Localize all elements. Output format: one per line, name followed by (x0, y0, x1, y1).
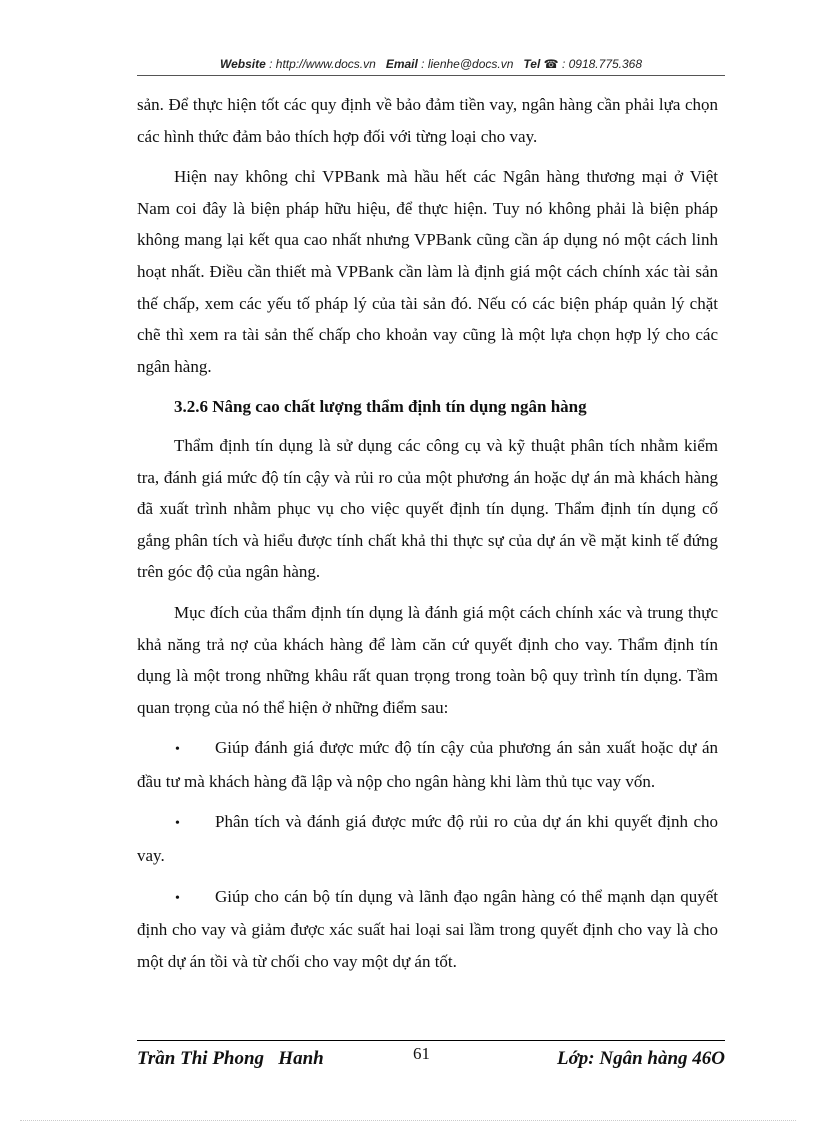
page-number: 61 (413, 1044, 430, 1063)
bullet-text-3: Giúp cho cán bộ tín dụng và lãnh đạo ngân hàng có thể mạnh dạn quyết định cho vay và giảm được xác suất hai loại sai lầm trong quyết định cho vay là cho một dự án tồi và từ chối cho vay một dự án tốt. (137, 886, 718, 971)
bullet-text-1: Giúp đánh giá được mức độ tín cậy của phương án sản xuất hoặc dự án đầu tư mà khách hàng đã lập và nộp cho ngân hàng khi làm thủ tục vay vốn. (137, 738, 718, 791)
footer-class: Lớp: Ngân hàng 46O (556, 1048, 725, 1069)
bullet-text-2: Phân tích và đánh giá được mức độ rủi ro của dự án khi quyết định cho vay. (137, 812, 718, 866)
section-heading: 3.2.6 Nâng cao chất lượng thẩm định tín dụng ngân hàng (174, 397, 587, 417)
bullet-icon: • (175, 742, 180, 758)
document-body (137, 89, 718, 986)
footer-author: Trần Thi Phong Hanh (137, 1048, 324, 1069)
website-label: Website (219, 57, 266, 71)
header-divider (137, 75, 725, 76)
footer-divider (137, 1040, 725, 1041)
page-header (137, 57, 725, 71)
tel-value: : 0918.775.368 (558, 57, 643, 71)
bullet-item-3 (137, 881, 718, 978)
paragraph-2: Hiện nay không chỉ VPBank mà hầu hết các Ngân hàng thương mại ở Việt Nam coi đây là biện pháp hữu hiệu, để thực hiện. Tuy nó không phải là biện pháp không mang lại kết qua cao nhất nhưng VPBank cũng cần áp dụng nó một cách linh hoạt nhất. Điều cần thiết mà VPBank cần làm là định giá một cách chính xác tài sản thế chấp, xem các yếu tố pháp lý của tài sản đó. Nếu có các biện pháp quản lý chặt chẽ thì xem ra tài sản thế chấp cho khoản vay cũng là một lựa chọn hợp lý cho các ngân hàng. (137, 167, 718, 376)
page-footer (137, 1044, 725, 1070)
bullet-icon: • (175, 816, 180, 832)
phone-icon: ☎ (543, 57, 559, 71)
bullet-item-2 (137, 806, 718, 871)
website-value: : http://www.docs.vn (265, 57, 376, 71)
email-value: : lienhe@docs.vn (417, 57, 514, 71)
email-label: Email (385, 57, 418, 71)
bullet-icon: • (175, 890, 180, 906)
paragraph-1: sản. Để thực hiện tốt các quy định về bảo đảm tiền vay, ngân hàng cần phải lựa chọn các hình thức đảm bảo thích hợp đối với từng loại cho vay. (137, 95, 718, 146)
paragraph-3: Thẩm định tín dụng là sử dụng các công cụ và kỹ thuật phân tích nhằm kiểm tra, đánh giá mức độ tín cậy và rủi ro của một phương án hoặc dự án mà khách hàng đã xuất trình nhằm phục vụ cho việc quyết định tín dụng. Thẩm định tín dụng cố gắng phân tích và hiểu được tính chất khả thi thực sự của dự án về mặt kinh tế đứng trên góc độ của ngân hàng. (137, 435, 718, 582)
bottom-border (20, 1120, 796, 1121)
bullet-item-1 (137, 732, 718, 797)
tel-label: Tel (523, 57, 541, 71)
paragraph-4: Mục đích của thẩm định tín dụng là đánh giá một cách chính xác và trung thực khả năng trả nợ của khách hàng để làm căn cứ quyết định cho vay. Thẩm định tín dụng là một trong những khâu rất quan trọng trong toàn bộ quy trình tín dụng. Tầm quan trọng của nó thể hiện ở những điểm sau: (137, 602, 718, 717)
